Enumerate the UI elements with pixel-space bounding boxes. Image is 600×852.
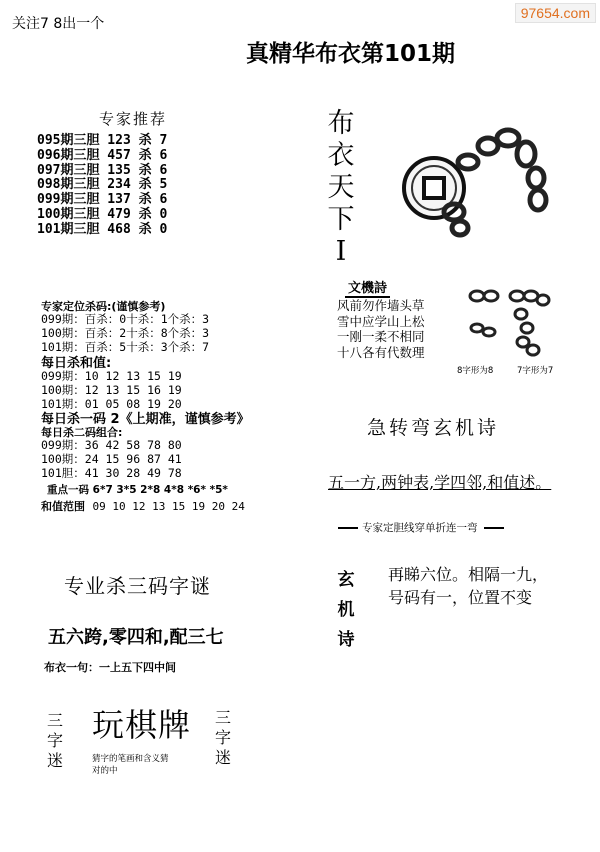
expert-row: 099期三胆 137 杀 6 (37, 192, 168, 208)
coin-chain-illustration (398, 120, 558, 245)
xuanji-char: 诗 (337, 630, 355, 650)
game-hint-1: 猜字的笔画和含义猜 (92, 754, 169, 764)
right-vertical-label (214, 708, 232, 768)
expert-title: 专家推荐 (99, 110, 168, 128)
vertical-char: 迷 (214, 748, 231, 767)
expert-row: 098期三胆 234 杀 5 (37, 177, 168, 193)
xuanji-lines (388, 563, 548, 609)
buyi-vertical-title (325, 108, 357, 268)
xuanji-char: 玄 (337, 570, 355, 590)
left-vertical-label (46, 711, 64, 771)
xuanji-vertical (336, 565, 356, 655)
number-shape-illustration (465, 288, 560, 360)
focus-code-line: 重点一码 6*7 3*5 2*8 4*8 *6* *5* (47, 484, 228, 496)
sum-range-line (41, 498, 245, 514)
page-title: 真精华布衣第101期 (246, 41, 456, 67)
buyi-char: 布 (327, 108, 355, 139)
sum-range-values: 09 10 12 13 15 19 20 24 (92, 500, 245, 513)
buyi-char: 衣 (327, 140, 355, 171)
buyi-char: 下 (327, 204, 355, 235)
daily-kill-title: 每日杀一码 2《上期准，谨慎参考》 (41, 412, 250, 427)
position-kill-rows (41, 312, 209, 354)
sum-kill-row: 099期：10 12 13 15 19 (41, 369, 182, 383)
daily-kill-row: 099期：36 42 58 78 80 (41, 438, 182, 452)
xuanji-line: 号码有一，位置不变 (388, 588, 533, 607)
poem-title: 文機詩 (345, 277, 390, 298)
urgent-line: 五一方,两钟表,学四邻,和值述。 (328, 473, 552, 492)
position-kill-row: 100期：百杀：2十杀：8个杀：3 (41, 326, 210, 340)
daily-kill-row: 100期：24 15 96 87 41 (41, 452, 182, 466)
divider (484, 527, 504, 529)
expert-row: 101期三胆 468 杀 0 (37, 221, 168, 237)
xuanji-line: 再睇六位。相隔一九， (388, 565, 549, 584)
expert-row: 096期三胆 457 杀 6 (37, 147, 168, 163)
vertical-char: 三 (214, 708, 231, 727)
expert-line-row (338, 520, 504, 535)
expert-row: 097期三胆 135 杀 6 (37, 162, 168, 178)
game-hint-2: 对的中 (92, 766, 118, 776)
position-kill-title: 专家定位杀码:(谨慎参考) (41, 300, 166, 313)
vertical-char: 三 (46, 711, 63, 730)
header-note: 关注7 8出一个 (12, 16, 105, 32)
buyi-char: I (335, 236, 347, 267)
game-title: 玩棋牌 (92, 706, 192, 744)
daily-kill-subtitle: 每日杀二码组合: (41, 426, 123, 439)
vertical-char: 字 (214, 728, 231, 747)
sum-range-label: 和值范围 (41, 500, 85, 513)
daily-kill-row: 101胆：41 30 28 49 78 (41, 466, 182, 480)
sum-kill-rows (41, 369, 182, 411)
buyi-char: 天 (327, 172, 355, 203)
expert-row: 095期三胆 123 杀 7 (37, 133, 168, 148)
vertical-char: 字 (46, 731, 63, 750)
divider (338, 527, 358, 529)
riddle-answer: 五六跨,零四和,配三七 (48, 627, 224, 648)
urgent-title: 急转弯玄机诗 (367, 417, 500, 439)
daily-kill-rows (41, 438, 182, 480)
expert-rows (37, 134, 167, 238)
buyi-line: 布衣一句：一上五下四中间 (44, 661, 176, 674)
riddle-title: 专业杀三码字谜 (64, 574, 211, 598)
position-kill-row: 101期：百杀：5十杀：3个杀：7 (41, 340, 210, 354)
poem-lines (337, 298, 425, 360)
sum-kill-row: 100期：12 13 15 16 19 (41, 383, 182, 397)
expert-row: 100期三胆 479 杀 0 (37, 206, 168, 222)
poem-line: 风前勿作墙头草 (337, 298, 425, 313)
poem-line: 十八各有代数理 (337, 344, 425, 360)
sum-kill-row: 101期：01 05 08 19 20 (41, 397, 182, 411)
expert-line: 专家定胆线穿单折连一弯 (362, 522, 478, 534)
position-kill-row: 099期：百杀：0十杀：1个杀：3 (41, 312, 210, 326)
site-watermark: 97654.com (515, 3, 596, 23)
vertical-char: 迷 (46, 751, 63, 770)
shape-7-label: 7字形为7 (517, 366, 554, 376)
sum-kill-title: 每日杀和值: (41, 356, 112, 371)
poem-line: 雪中应学山上松 (337, 313, 425, 329)
shape-8-label: 8字形为8 (457, 366, 494, 376)
poem-line: 一刚一柔不相同 (337, 329, 425, 344)
xuanji-char: 机 (337, 600, 355, 620)
